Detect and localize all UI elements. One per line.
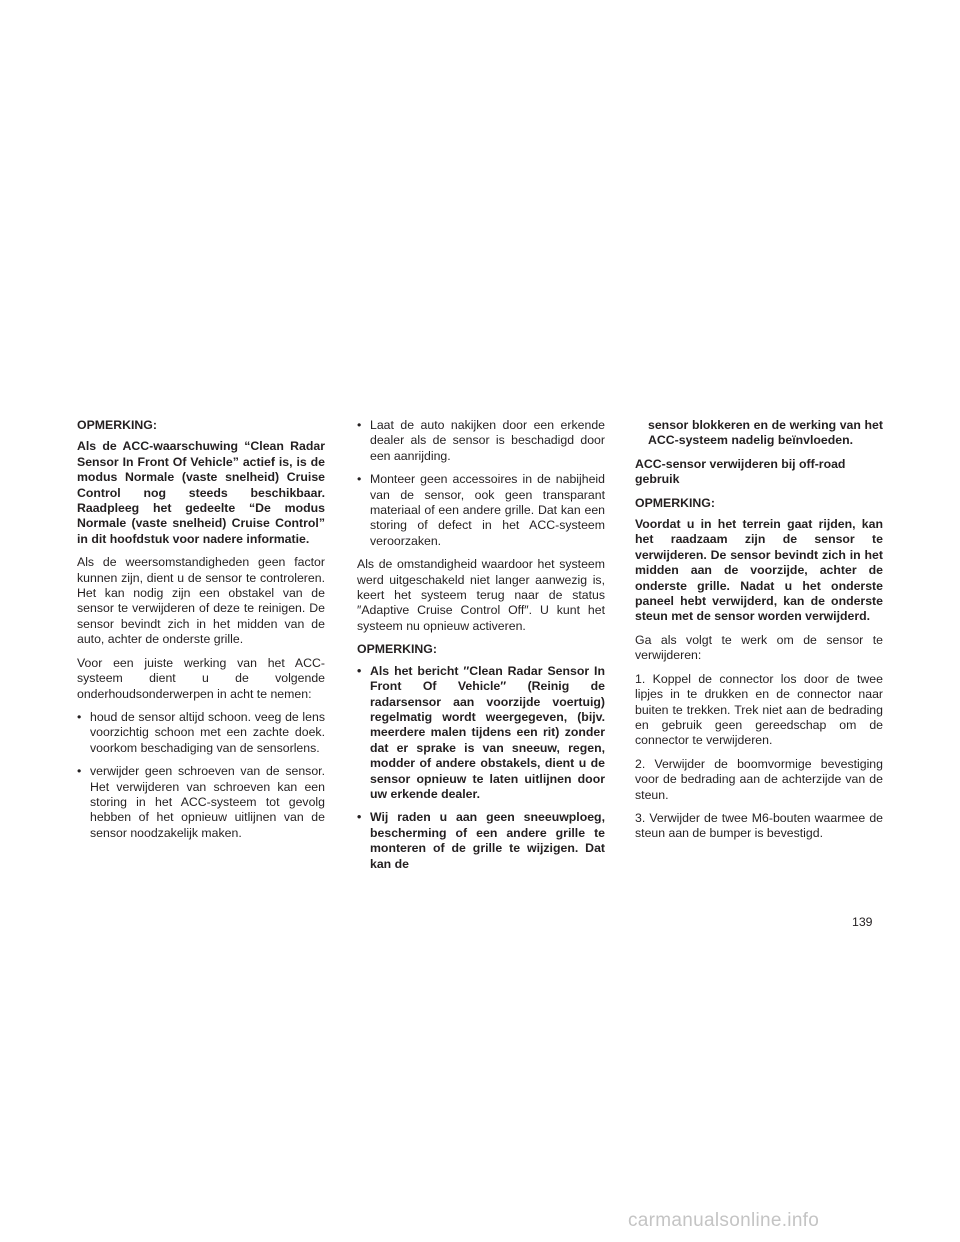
watermark: carmanualsonline.info bbox=[628, 1210, 820, 1231]
section-heading: ACC-sensor verwijderen bij off-road gebruik bbox=[635, 456, 846, 487]
step-item: 2. Verwijder de boomvormige bevestiging voor de bedrading aan de achterzijde van de steun. bbox=[635, 756, 883, 802]
paragraph: Als de omstandigheid waardoor het systeem werd uitgeschakeld niet langer aanwezig is, keert het systeem terug naar de status ″Adaptive Cruise Control Off″. U kunt het systeem nu opnieuw activeren. bbox=[357, 557, 605, 633]
bullet-icon: • bbox=[77, 764, 82, 779]
bullet-text: Wij raden u aan geen sneeuwploeg, bescherming of een andere grille te monteren of de grille te wijzigen. Dat kan de bbox=[370, 810, 605, 871]
bullet-item bbox=[357, 810, 605, 872]
bullet-item bbox=[357, 472, 605, 549]
bullet-icon: • bbox=[77, 709, 82, 724]
paragraph: Als de weersomstandigheden geen factor kunnen zijn, dient u de sensor te controleren. Het kan nodig zijn een obstakel van de sensor te verwijderen of deze te reinigen. De sensor bevindt zich in het midden van de auto, achter de onderste grille. bbox=[77, 555, 325, 647]
paragraph: Ga als volgt te werk om de sensor te verwijderen: bbox=[635, 632, 883, 663]
paragraph: Voor een juiste werking van het ACC-systeem dient u de volgende onderhoudsonderwerpen in acht te nemen: bbox=[77, 655, 325, 701]
bullet-item bbox=[357, 418, 605, 464]
bullet-text: houd de sensor altijd schoon. veeg de lens voorzichtig schoon met een zachte doek. voorkom beschadiging van de sensorlens. bbox=[90, 709, 325, 755]
bullet-item bbox=[77, 710, 325, 756]
bullet-text: Laat de auto nakijken door een erkende dealer als de sensor is beschadigd door een aanrijding. bbox=[370, 418, 605, 463]
bullet-icon: • bbox=[357, 663, 362, 678]
column-right bbox=[635, 418, 883, 850]
bullet-item bbox=[77, 764, 325, 841]
bullet-icon: • bbox=[357, 472, 362, 487]
note-title: OPMERKING: bbox=[635, 495, 715, 510]
bullet-item bbox=[357, 664, 605, 803]
bullet-continuation: sensor blokkeren en de werking van het ACC-systeem nadelig beïnvloeden. bbox=[648, 418, 883, 448]
note-title: OPMERKING: bbox=[77, 418, 157, 432]
bullet-icon: • bbox=[357, 418, 362, 432]
note-title: OPMERKING: bbox=[357, 642, 437, 657]
bullet-text: Als het bericht ″Clean Radar Sensor In Front Of Vehicle″ (Reinig de radarsensor aan voorzijde voertuig) regelmatig wordt weergegeven, (bijv. meerdere malen tijdens een rit) zonder dat er sprake is van sneeuw, regen, modder of andere obstakels, dient u de sensor opnieuw te laten uitlijnen door uw erkende dealer. bbox=[370, 663, 605, 801]
step-item: 1. Koppel de connector los door de twee lipjes in te drukken en de connector naar buiten te trekken. Trek niet aan de bedrading en gebruik geen gereedschap om de connector te verwijderen. bbox=[635, 671, 883, 748]
column-middle bbox=[357, 418, 605, 880]
step-item: 3. Verwijder de twee M6-bouten waarmee de steun aan de bumper is bevestigd. bbox=[635, 810, 883, 841]
column-left bbox=[77, 418, 325, 849]
page-number: 139 bbox=[852, 915, 873, 929]
note-body: Als de ACC-waarschuwing “Clean Radar Sensor In Front Of Vehicle” actief is, is de modus Normale (vaste snelheid) Cruise Control nog steeds beschikbaar. Raadpleeg het gedeelte “De modus Normale (vaste snelheid) Cruise Control” in dit hoofdstuk voor nadere informatie. bbox=[77, 439, 325, 546]
bullet-text: Monteer geen accessoires in de nabijheid van de sensor, ook geen transparant materiaal of een andere grille. Dat kan een storing of defect in het ACC-systeem veroorzaken. bbox=[370, 472, 605, 548]
note-body: Voordat u in het terrein gaat rijden, kan het raadzaam zijn de sensor te verwijderen. De sensor bevindt zich in het midden aan de voorzijde, achter de onderste grille. Nadat u het onderste paneel hebt verwijderd, kan de onderste steun met de sensor worden verwijderd. bbox=[635, 517, 883, 624]
bullet-icon: • bbox=[357, 810, 362, 825]
bullet-text: verwijder geen schroeven van de sensor. Het verwijderen van schroeven kan een storing in het ACC-systeem tot gevolg hebben of het opnieuw uitlijnen van de sensor noodzakelijk maken. bbox=[90, 764, 325, 840]
